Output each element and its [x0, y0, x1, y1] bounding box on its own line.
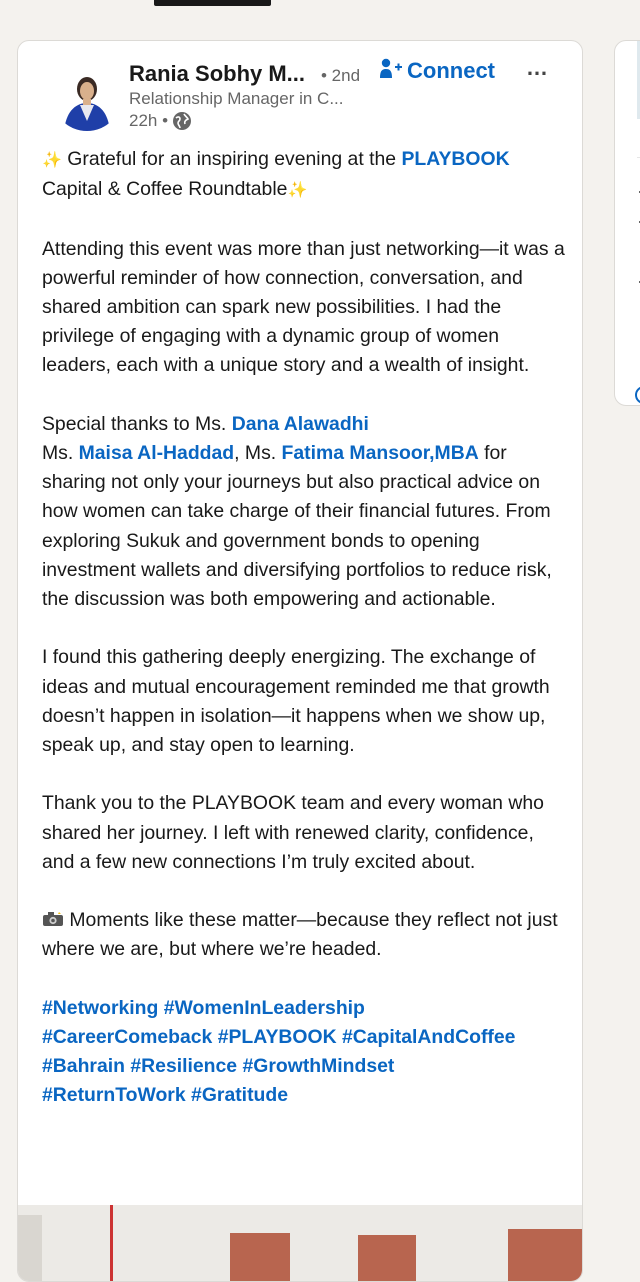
post-paragraph-intro: ✨ Grateful for an inspiring evening at the PLAYBOOK Capital & Coffee Roundtable✨	[42, 148, 510, 201]
hashtag-link[interactable]: #CareerComeback	[42, 1026, 213, 1048]
hashtag-link[interactable]: #Gratitude	[191, 1084, 289, 1107]
side-panel-card	[614, 40, 640, 406]
hashtag-link[interactable]: #Networking	[42, 996, 159, 1019]
post-paragraph-thanks: Special thanks to Ms. Dana Alawadhi Ms. Maisa Al-Haddad, Ms. Fatima Mansoor,MBA for sharing not only your journeys but also practical advice on how women can take charge of their financial futures. From exploring Sukuk and government bonds to opening investment wallets and diversifying portfolios to reduce risk, the discussion was both empowering and actionable.	[42, 412, 552, 611]
mention-fatima-mansoor[interactable]: Fatima Mansoor,MBA	[281, 442, 479, 464]
author-name[interactable]: Rania Sobhy M...	[129, 61, 306, 86]
ellipsis-icon: …	[526, 55, 550, 80]
hashtag-link[interactable]: #ReturnToWork	[42, 1084, 186, 1107]
post-paragraph-4: I found this gathering deeply energizing. The exchange of ideas and mutual encouragement reminded me that growth doesn’t happen in isolation—it happens when we show up, speak up, and stay open to learning.	[42, 646, 550, 757]
post-text	[42, 145, 570, 1111]
sparkle-icon: ✨	[42, 152, 62, 169]
hashtag-link[interactable]: #WomenInLeadership	[163, 996, 365, 1019]
feed-post-card	[17, 40, 583, 1282]
add-person-icon	[379, 57, 403, 85]
mention-maisa-al-haddad[interactable]: Maisa Al-Haddad	[78, 442, 235, 464]
camera-flash-icon	[42, 907, 64, 923]
author-avatar[interactable]	[52, 61, 122, 131]
author-headline: Relationship Manager in C...	[129, 89, 344, 108]
connect-label: Connect	[407, 58, 495, 83]
mention-dana-alawadhi[interactable]: Dana Alawadhi	[231, 412, 369, 435]
post-paragraph-5: Thank you to the PLAYBOOK team and every woman who shared her journey. I left with renewed clarity, confidence, and a few new connections I’m truly excited about.	[42, 792, 544, 873]
hashtag-link[interactable]: #Resilience	[130, 1055, 238, 1078]
more-options-button[interactable]	[526, 55, 550, 81]
post-paragraph-6: Moments like these matter—because they reflect not just where we are, but where we’re headed.	[42, 909, 558, 961]
post-time: 22h •	[129, 111, 169, 130]
post-meta	[129, 111, 192, 131]
post-image[interactable]	[18, 1205, 582, 1282]
hashtag-link[interactable]: #CapitalAndCoffee	[341, 1026, 516, 1048]
hashtag-link[interactable]: #PLAYBOOK	[217, 1026, 337, 1048]
post-paragraph-2: Attending this event was more than just networking—it was a powerful reminder of how connection, conversation, and shared ambition can spark new possibilities. I had the privilege of engaging with a dynamic group of women leaders, each with a unique story and a wealth of insight.	[42, 237, 565, 377]
connection-degree: • 2nd	[321, 66, 361, 85]
connect-button[interactable]	[379, 57, 495, 85]
hashtag-link[interactable]: #Bahrain	[42, 1055, 125, 1078]
sparkle-icon: ✨	[287, 182, 308, 200]
side-panel-button[interactable]	[635, 386, 640, 404]
hashtag-link[interactable]: #GrowthMindset	[242, 1055, 395, 1078]
hashtag-list	[42, 994, 570, 1111]
active-tab-indicator	[154, 0, 271, 6]
globe-icon	[172, 111, 192, 131]
company-mention-playbook[interactable]: PLAYBOOK	[401, 148, 510, 170]
